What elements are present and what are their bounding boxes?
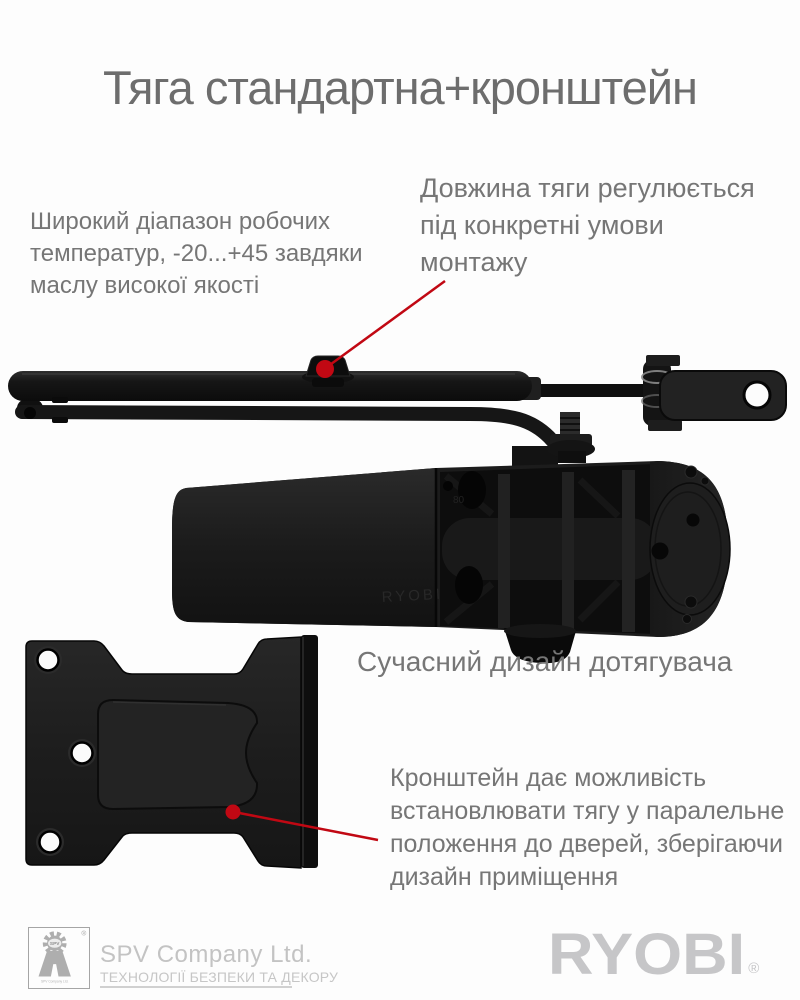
annotation-bracket — [390, 762, 784, 894]
body-embossed-logo: RYOBI — [381, 585, 444, 606]
annotation-line: маслу високої якості — [30, 272, 260, 299]
annotation-line: Широкий діапазон робочих — [30, 208, 331, 235]
annotation-line: дизайн приміщення — [390, 863, 619, 891]
spv-emblem-text: SPV — [49, 942, 60, 948]
annotation-rod-length — [420, 170, 755, 281]
registered-mark: ® — [81, 930, 87, 938]
spv-emblem-caption: SPV Company Ltd. — [41, 979, 69, 984]
annotation-temperature — [30, 206, 363, 302]
annotation-line: температур, -20...+45 завдяки — [30, 240, 363, 267]
annotation-line: положення до дверей, зберігаючи — [390, 830, 783, 858]
door-closer-arm-image — [0, 350, 800, 480]
registered-mark: ® — [748, 960, 760, 977]
spv-logo-box — [28, 927, 90, 989]
annotation-line: Довжина тяги регулюється — [420, 173, 755, 203]
page-title: Тяга стандартна+кронштейн — [102, 61, 697, 114]
ryobi-logo — [548, 921, 760, 987]
spv-underline — [100, 986, 292, 988]
ryobi-wordmark: RYOBI — [548, 921, 746, 987]
caption-design: Сучасний дизайн дотягувача — [357, 646, 733, 677]
spv-emblem-icon — [29, 928, 88, 987]
annotation-line: монтажу — [420, 247, 528, 277]
annotation-line: Кронштейн дає можливість — [390, 764, 707, 792]
mounting-bracket-image — [10, 625, 330, 875]
annotation-line: під конкретні умови — [420, 210, 664, 240]
body-embossed-mark: 80 — [453, 495, 465, 506]
annotation-line: встановлювати тягу у паралельне — [390, 797, 785, 825]
spv-tagline: ТЕХНОЛОГІЇ БЕЗПЕКИ ТА ДЕКОРУ — [100, 969, 339, 985]
spv-company-name: SPV Company Ltd. — [100, 941, 313, 968]
